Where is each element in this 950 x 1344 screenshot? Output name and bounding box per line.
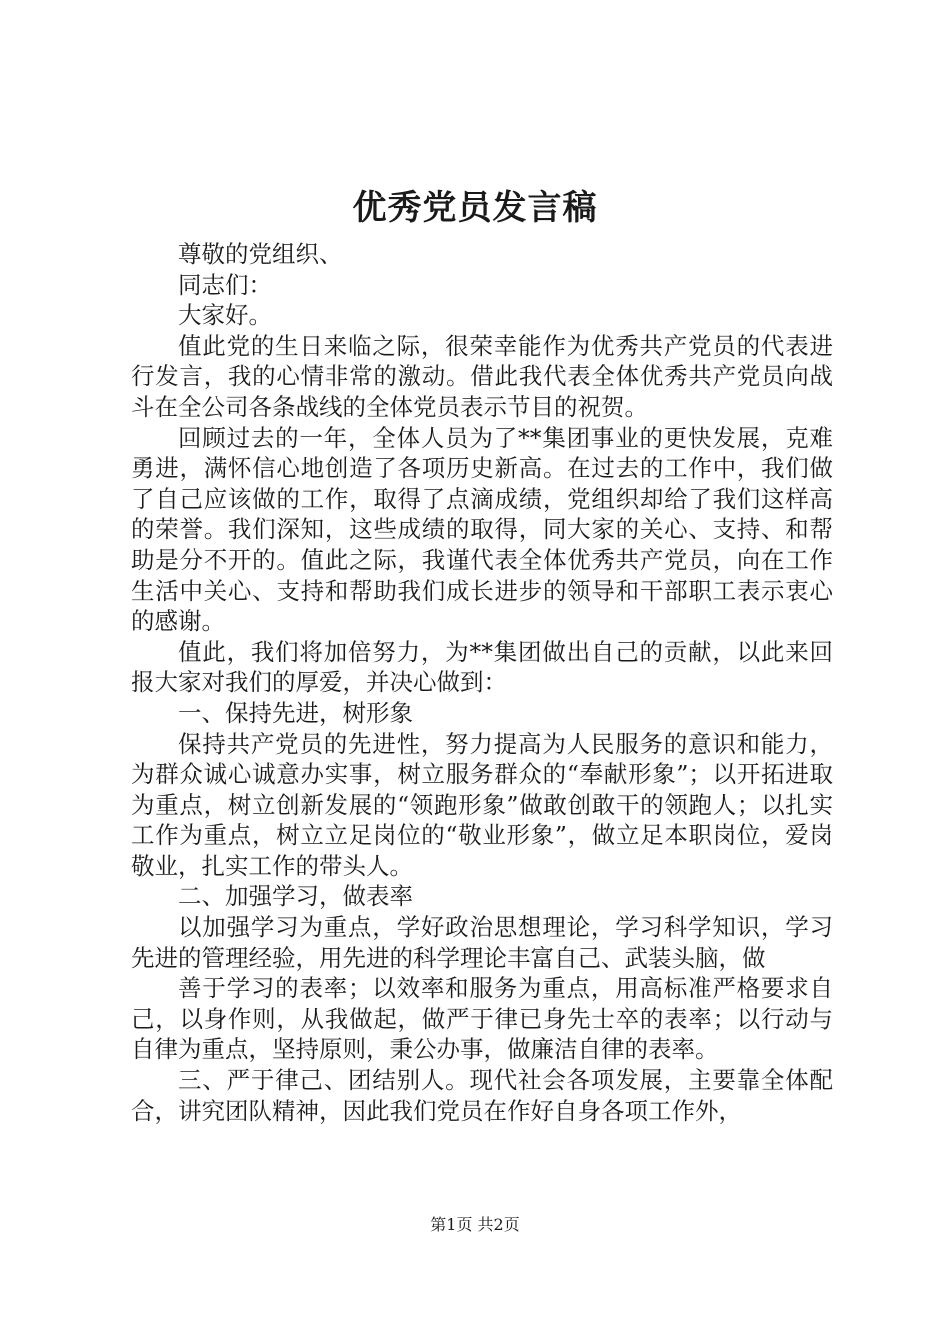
paragraph-section-1: 保持共产党员的先进性，努力提高为人民服务的意识和能力，为群众诚心诚意办实事，树立服务群众的“奉献形象”；以开拓进取为重点，树立创新发展的“领跑形象”做敢创敢干的领跑人；以扎实工作为重点，树立立足岗位的“敬业形象”，做立足本职岗位，爱岗敬业，扎实工作的带头人。: [131, 729, 833, 880]
page-number-footer: 第1页 共2页: [430, 1215, 520, 1234]
paragraph-section-3: 三、严于律己、团结别人。现代社会各项发展，主要靠全体配合，讲究团队精神，因此我们党员在作好自身各项工作外，: [131, 1066, 833, 1125]
document-body: [131, 239, 833, 1126]
paragraph-section-2a: 以加强学习为重点，学好政治思想理论，学习科学知识，学习先进的管理经验，用先进的科学理论丰富自己、武装头脑，做: [131, 913, 833, 972]
paragraph-greeting: 大家好。: [178, 301, 272, 330]
section-heading-1: 一、保持先进，树形象: [178, 698, 413, 727]
document-title: 优秀党员发言稿: [352, 188, 598, 228]
paragraph-section-2b: 善于学习的表率；以效率和服务为重点，用高标准严格要求自己，以身作则，从我做起，做严于律已身先士卒的表率；以行动与自律为重点，坚持原则，秉公办事，做廉洁自律的表率。: [131, 974, 833, 1064]
paragraph-review: 回顾过去的一年，全体人员为了**集团事业的更快发展，克难勇进，满怀信心地创造了各项历史新高。在过去的工作中，我们做了自己应该做的工作，取得了点滴成绩，党组织却给了我们这样高的荣誉。我们深知，这些成绩的取得，同大家的关心、支持、和帮助是分不开的。值此之际，我谨代表全体优秀共产党员，向在工作生活中关心、支持和帮助我们成长进步的领导和干部职工表示衷心的感谢。: [131, 423, 833, 636]
paragraph-salutation-1: 尊敬的党组织、: [178, 240, 343, 268]
paragraph-resolve: 值此，我们将加倍努力，为**集团做出自己的贡献，以此来回报大家对我们的厚爱，并决心做到：: [131, 637, 833, 697]
section-heading-2: 二、加强学习，做表率: [178, 882, 413, 911]
paragraph-salutation-2: 同志们：: [178, 270, 272, 299]
paragraph-intro: 值此党的生日来临之际，很荣幸能作为优秀共产党员的代表进行发言，我的心情非常的激动。借此我代表全体优秀共产党员向战斗在全公司各条战线的全体党员表示节目的祝贺。: [131, 331, 833, 421]
